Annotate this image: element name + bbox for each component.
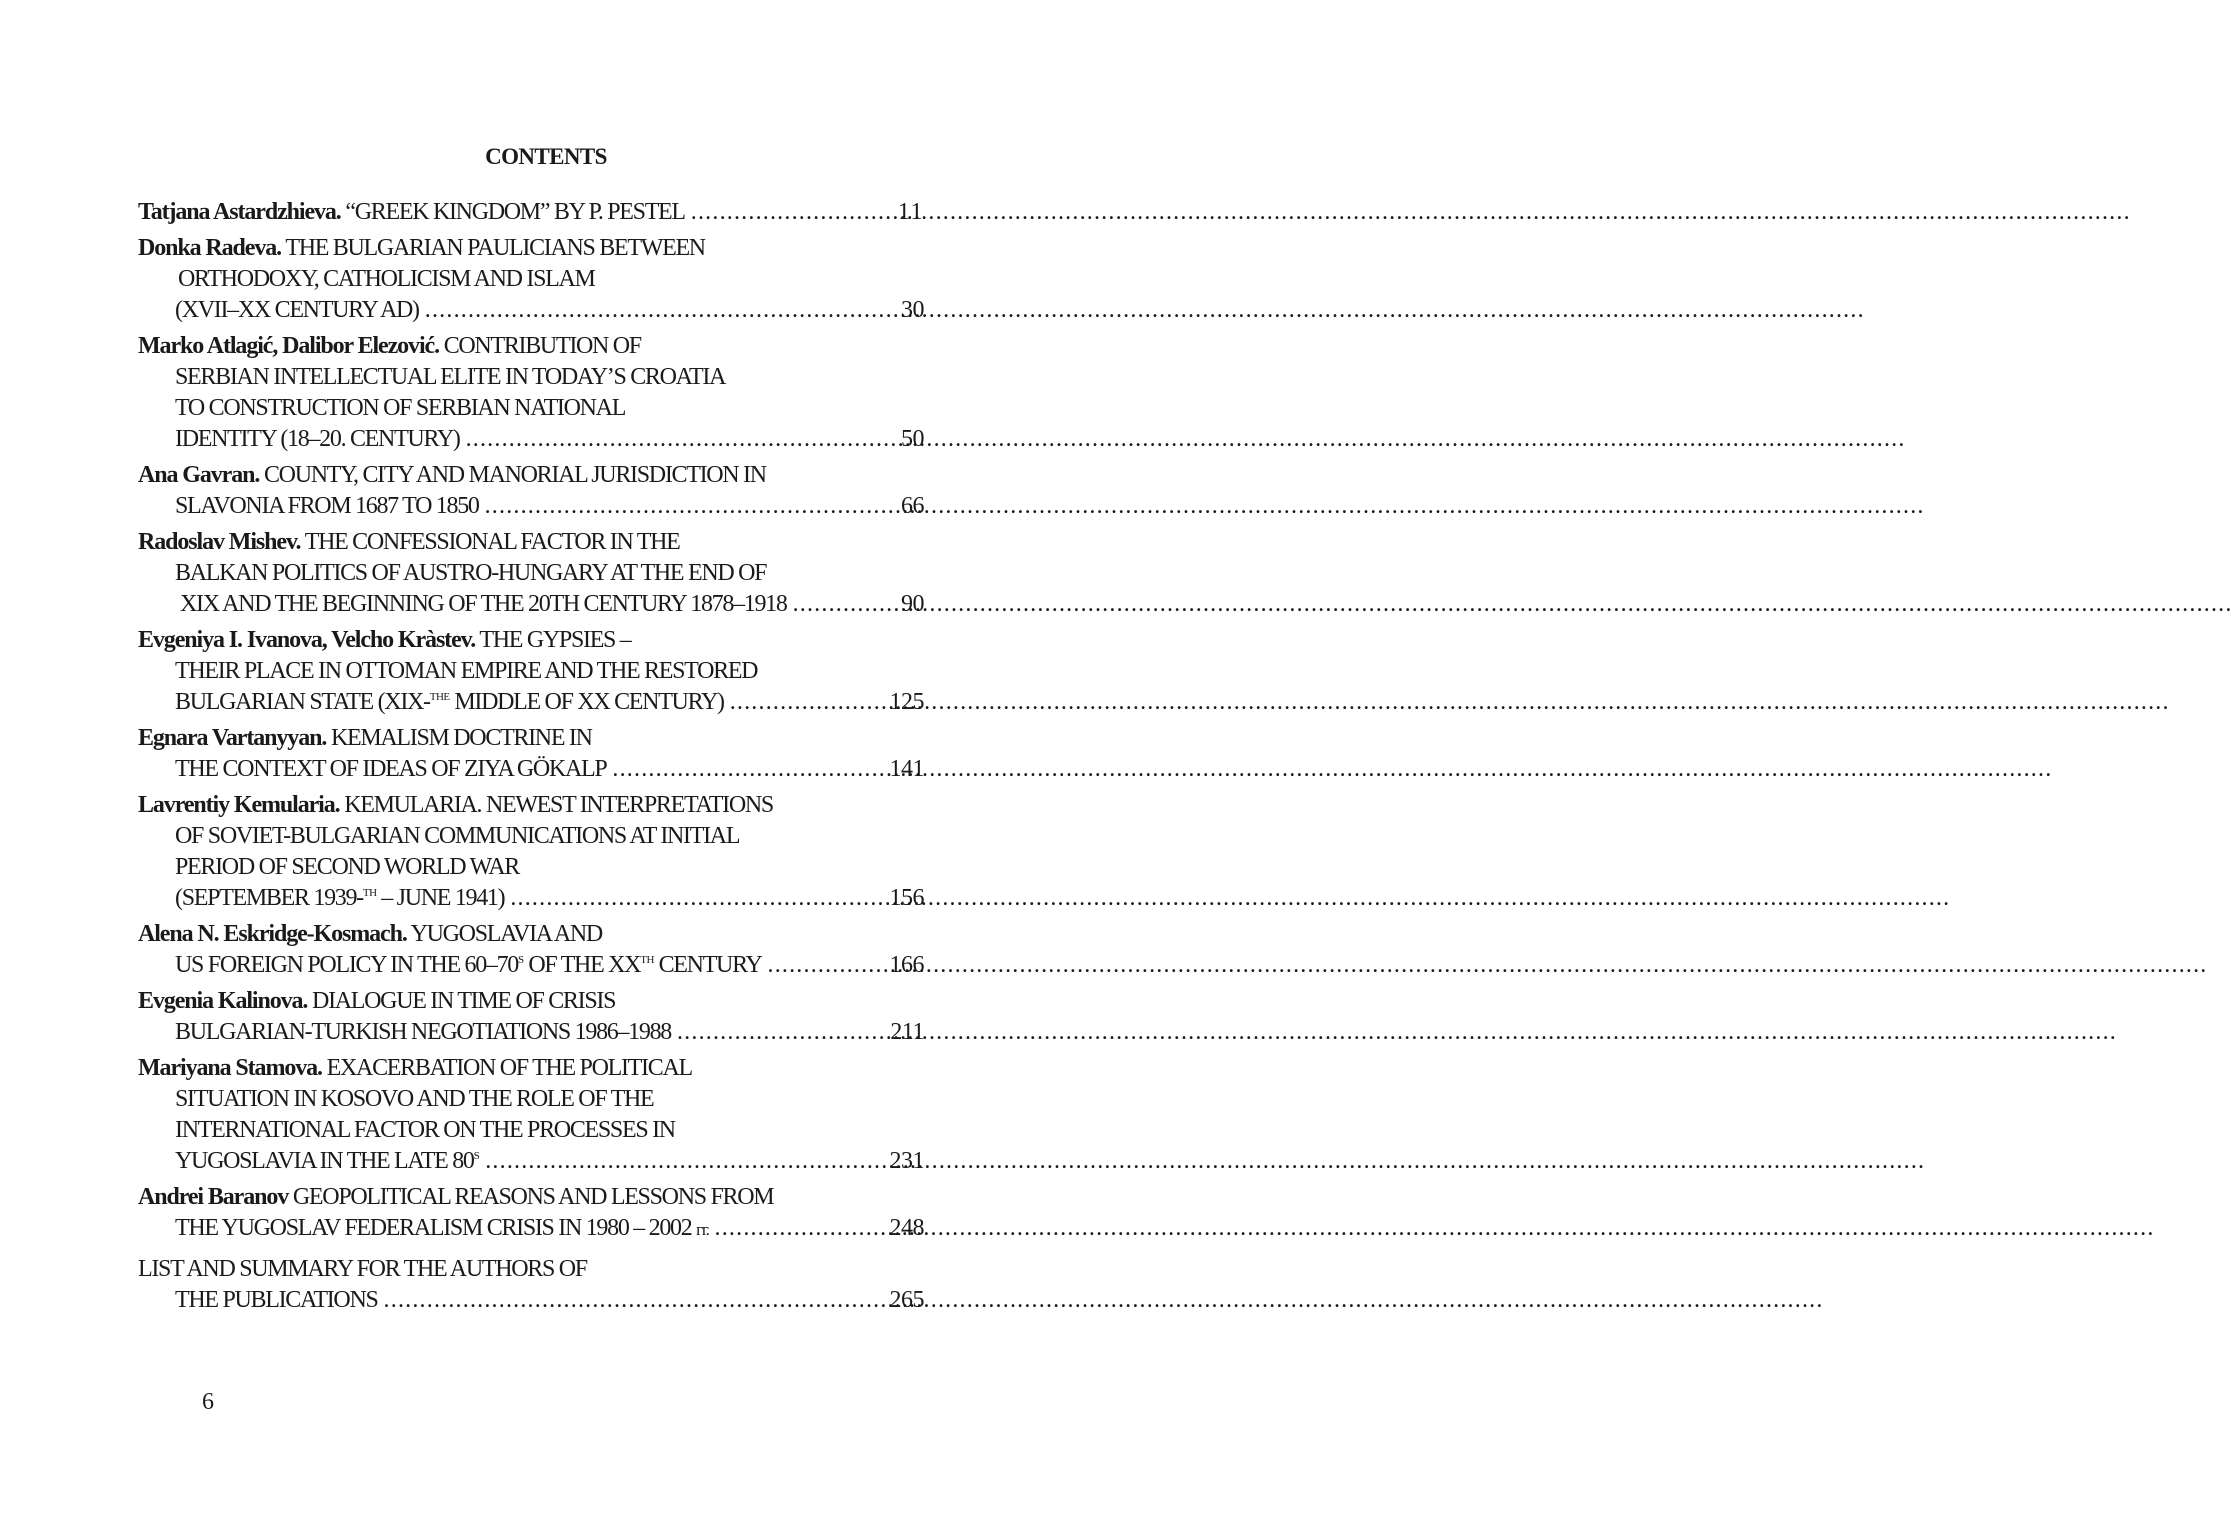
toc-title: OF SOVIET-BULGARIAN COMMUNICATIONS AT INITIAL (175, 823, 740, 849)
toc-title: THEIR PLACE IN OTTOMAN EMPIRE AND THE RESTORED (175, 658, 758, 684)
toc-author: Mariyana Stamova. (138, 1055, 322, 1081)
toc-title: YUGOSLAVIA IN THE LATE 80 (175, 1148, 474, 1174)
toc-author: Evgeniya I. Ivanova, Velcho Kràstev. (138, 627, 476, 653)
toc-title: THE CONFESSIONAL FACTOR IN THE (304, 529, 680, 555)
toc-entry[interactable] (138, 625, 924, 718)
toc-page-number[interactable]: 141 (889, 756, 924, 782)
toc-title: COUNTY, CITY AND MANORIAL JURISDICTION IN (263, 462, 766, 488)
superscript: TH (640, 954, 654, 966)
toc-title: (XVII–XX CENTURY AD) (175, 297, 419, 323)
dot-leader (787, 589, 901, 620)
toc-page-number[interactable]: 30 (901, 297, 924, 323)
page-number: 6 (202, 1389, 214, 1415)
superscript: TH (362, 887, 377, 899)
toc-entry[interactable] (138, 919, 924, 981)
toc-author: Radoslav Mishev. (138, 529, 301, 555)
toc-title: гг. (696, 1220, 709, 1239)
toc-title: BULGARIAN STATE (XIX- (175, 689, 430, 715)
toc-title: ORTHODOXY, CATHOLICISM AND ISLAM (178, 266, 595, 292)
toc-author: Evgenia Kalinova. (138, 988, 308, 1014)
toc-page-number[interactable]: 125 (889, 689, 924, 715)
toc-page-number[interactable]: 66 (901, 493, 924, 519)
toc-author: Marko Atlagić, Dalibor Elezović. (138, 333, 439, 359)
toc-title: – JUNE 1941) (376, 885, 505, 911)
toc-title: SLAVONIA FROM 1687 TO 1850 (175, 493, 479, 519)
table-of-contents (138, 197, 924, 1316)
toc-page-number[interactable]: 11 (897, 199, 924, 225)
toc-entry[interactable] (138, 527, 924, 620)
toc-author: Tatjana Astardzhieva. (138, 199, 341, 225)
toc-title: MIDDLE OF XX CENTURY) (449, 689, 724, 715)
toc-title: SITUATION IN KOSOVO AND THE ROLE OF THE (175, 1086, 654, 1112)
dot-leader (671, 1017, 890, 1048)
toc-entry[interactable] (138, 986, 924, 1048)
toc-page-number[interactable]: 231 (889, 1148, 924, 1174)
toc-title: LIST AND SUMMARY FOR THE AUTHORS OF (138, 1256, 587, 1282)
toc-page-number[interactable]: 50 (901, 426, 924, 452)
toc-page-number[interactable]: 248 (889, 1215, 924, 1241)
toc-author: Egnara Vartanyyan. (138, 725, 327, 751)
toc-title: BALKAN POLITICS OF AUSTRO-HUNGARY AT THE END OF (175, 560, 767, 586)
toc-page-number[interactable]: 211 (890, 1019, 924, 1045)
toc-line (138, 197, 924, 228)
toc-page-number[interactable]: 156 (889, 885, 924, 911)
toc-entry[interactable] (138, 1254, 924, 1316)
toc-title: BULGARIAN-TURKISH NEGOTIATIONS 1986–1988 (175, 1019, 671, 1045)
superscript: THE (429, 691, 450, 703)
dot-leader (709, 1213, 890, 1244)
toc-title: THE YUGOSLAV FEDERALISM CRISIS IN 1980 – 2002 (175, 1215, 697, 1241)
toc-title: KEMALISM DOCTRINE IN (326, 725, 592, 751)
toc-title: KEMULARIA. NEWEST INTERPRETATIONS (344, 792, 773, 818)
toc-page-number[interactable]: 90 (901, 591, 924, 617)
dot-leader (419, 295, 901, 326)
toc-title: XIX AND THE BEGINNING OF THE 20TH CENTURY 1878–1918 (180, 591, 787, 617)
dot-leader (504, 883, 889, 914)
toc-title: GEOPOLITICAL REASONS AND LESSONS FROM (292, 1184, 774, 1210)
toc-title: EXACERBATION OF THE POLITICAL (326, 1055, 692, 1081)
toc-title: THE BULGARIAN PAULICIANS BETWEEN (285, 235, 705, 261)
toc-entry[interactable] (138, 460, 924, 522)
toc-title: PERIOD OF SECOND WORLD WAR (175, 854, 520, 880)
toc-author: Andrei Baranov (138, 1184, 289, 1210)
toc-title: INTERNATIONAL FACTOR ON THE PROCESSES IN (175, 1117, 675, 1143)
dot-leader (479, 491, 901, 522)
dot-leader (378, 1285, 890, 1316)
toc-title: (SEPTEMBER 1939- (175, 885, 363, 911)
toc-title: OF THE XX (523, 952, 641, 978)
dot-leader (685, 197, 898, 228)
dot-leader (479, 1146, 889, 1177)
toc-author: Donka Radeva. (138, 235, 282, 261)
dot-leader (724, 687, 890, 718)
toc-entry[interactable] (138, 1182, 924, 1244)
toc-entry[interactable] (138, 197, 924, 228)
toc-author: Ana Gavran. (138, 462, 260, 488)
toc-author: Alena N. Eskridge-Kosmach. (138, 921, 407, 947)
dot-leader (762, 950, 890, 981)
superscript: S (518, 954, 524, 966)
superscript: S (473, 1150, 480, 1162)
toc-page-number[interactable]: 265 (889, 1287, 924, 1313)
toc-title: THE CONTEXT OF IDEAS OF ZIYA GÖKALP (175, 756, 607, 782)
toc-title: CONTRIBUTION OF (443, 333, 641, 359)
toc-title: IDENTITY (18–20. CENTURY) (175, 426, 460, 452)
toc-entry[interactable] (138, 331, 924, 455)
toc-entry[interactable] (138, 723, 924, 785)
toc-title: THE GYPSIES – (479, 627, 631, 653)
page-title: CONTENTS (485, 144, 607, 169)
toc-author: Lavrentiy Kemularia. (138, 792, 340, 818)
toc-title: DIALOGUE IN TIME OF CRISIS (312, 988, 616, 1014)
toc-title: YUGOSLAVIA AND (410, 921, 602, 947)
toc-title: THE PUBLICATIONS (175, 1287, 378, 1313)
toc-entry[interactable] (138, 790, 924, 914)
toc-title: US FOREIGN POLICY IN THE 60–70 (175, 952, 519, 978)
toc-title: TO CONSTRUCTION OF SERBIAN NATIONAL (175, 395, 626, 421)
toc-title: SERBIAN INTELLECTUAL ELITE IN TODAY’S CROATIA (175, 364, 726, 390)
toc-entry[interactable] (138, 233, 924, 326)
toc-title: CENTURY (653, 952, 762, 978)
toc-title: “GREEK KINGDOM” BY P. PESTEL (345, 199, 685, 225)
dot-leader (460, 424, 901, 455)
toc-entry[interactable] (138, 1053, 924, 1177)
toc-page-number[interactable]: 166 (889, 952, 924, 978)
dot-leader (606, 754, 889, 785)
